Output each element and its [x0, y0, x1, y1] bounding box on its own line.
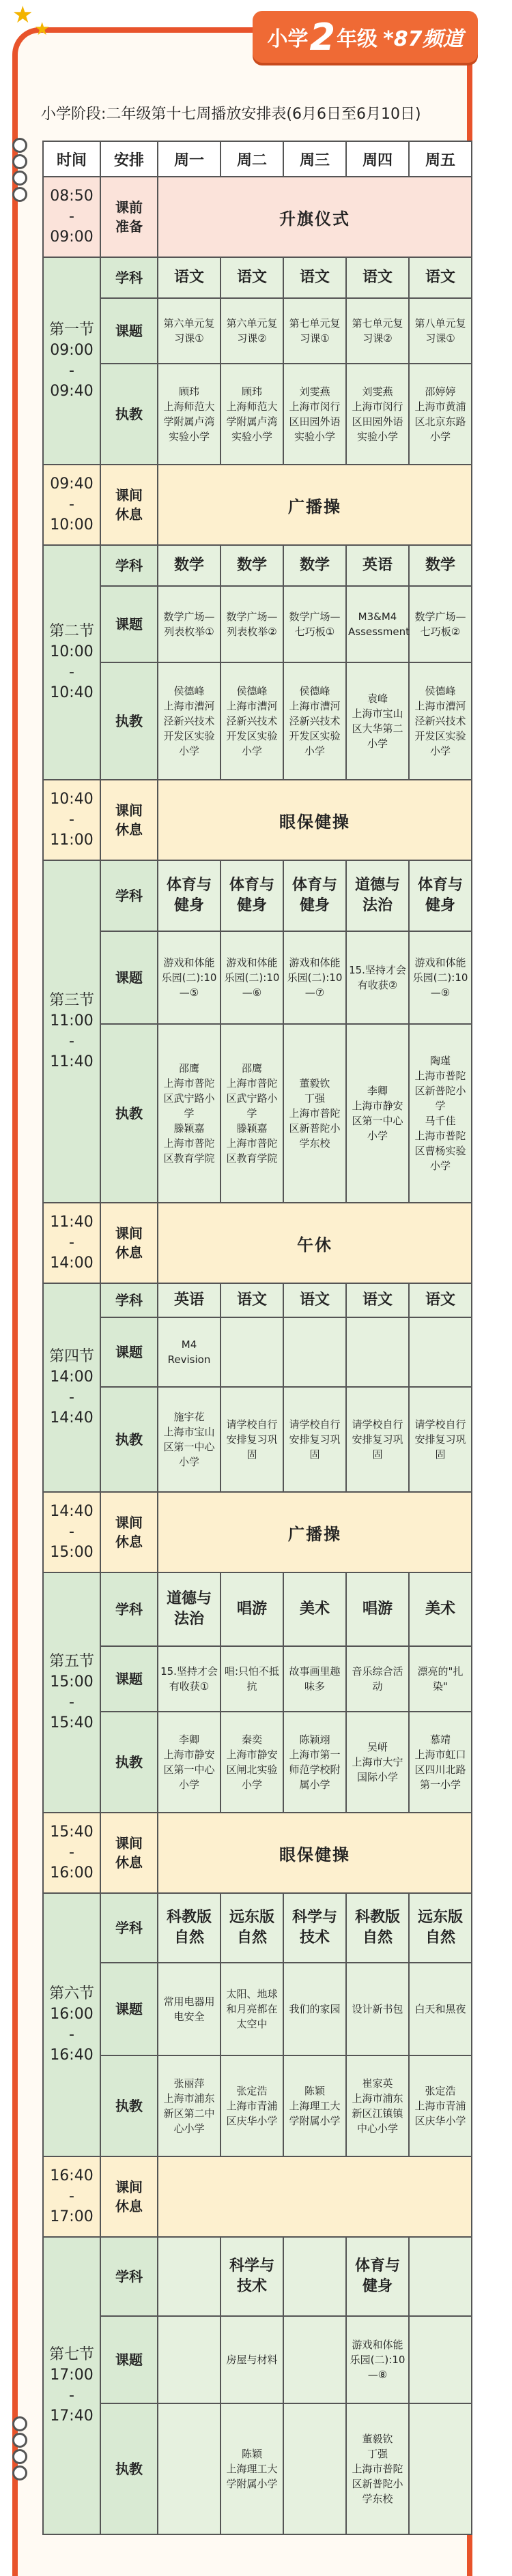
teacher-cell: 顾玮 上海师范大学附属卢湾实验小学	[158, 364, 221, 465]
subject-cell: 语文	[346, 257, 409, 298]
schedule-subtitle: 小学阶段:二年级第十七周播放安排表(6月6日至6月10日)	[41, 106, 421, 123]
event-cell: 眼保健操	[158, 780, 472, 860]
event-cell: 广播操	[158, 465, 472, 545]
row-label-cell: 学科	[100, 1572, 158, 1646]
stars-decoration	[7, 0, 68, 61]
teacher-cell: 刘雯燕 上海市闵行区田园外语实验小学	[346, 364, 409, 465]
lesson-row	[43, 1024, 472, 1203]
teacher-cell: 董毅钦 丁强 上海市普陀区新普陀小学东校	[346, 2403, 409, 2534]
teacher-cell: 吴岍 上海市大宁国际小学	[346, 1712, 409, 1813]
row-label-cell: 学科	[100, 257, 158, 298]
grade-prefix: 小学	[267, 27, 309, 51]
row-label-cell: 执教	[100, 1712, 158, 1813]
arrange-cell: 课间 休息	[100, 1203, 158, 1283]
col-fri: 周五	[409, 141, 472, 177]
topic-cell: 数学广场—列表枚举①	[158, 586, 221, 662]
time-cell: 15:40 - 16:00	[43, 1813, 100, 1893]
arrange-cell: 课间 休息	[100, 780, 158, 860]
event-cell: 升旗仪式	[158, 177, 472, 257]
topic-cell: 我们的家园	[283, 1963, 346, 2055]
teacher-cell: 邵婷婷 上海市黄浦区北京东路小学	[409, 364, 472, 465]
subject-cell	[409, 2237, 472, 2316]
topic-cell: 第七单元复习课①	[283, 298, 346, 364]
subject-cell: 语文	[221, 1283, 283, 1317]
teacher-cell: 董毅钦 丁强 上海市普陀区新普陀小学东校	[283, 1024, 346, 1203]
lesson-row	[43, 2237, 472, 2316]
teacher-cell: 陶瑾 上海市普陀区新普陀小学 马千佳 上海市普陀区曹杨实验小学	[409, 1024, 472, 1203]
subject-cell: 道德与法治	[346, 860, 409, 931]
topic-cell: 漂亮的"扎染"	[409, 1646, 472, 1712]
row-label-cell: 课题	[100, 1317, 158, 1387]
lesson-row	[43, 586, 472, 662]
topic-cell	[409, 2316, 472, 2403]
subject-cell: 道德与法治	[158, 1572, 221, 1646]
lesson-row	[43, 662, 472, 780]
break-row	[43, 465, 472, 545]
topic-cell: 数学广场—七巧板②	[409, 586, 472, 662]
lesson-row	[43, 1317, 472, 1387]
subject-cell: 科教版自然	[346, 1893, 409, 1963]
topic-cell	[409, 1317, 472, 1387]
topic-cell: 15.坚持才会有收获①	[158, 1646, 221, 1712]
binder-rings-bottom	[12, 2415, 26, 2482]
arrange-cell: 课间 休息	[100, 1813, 158, 1893]
row-label-cell: 课题	[100, 586, 158, 662]
subject-cell: 英语	[346, 545, 409, 586]
subject-cell: 英语	[158, 1283, 221, 1317]
teacher-cell	[409, 2403, 472, 2534]
header-row	[43, 141, 472, 177]
time-cell: 10:40 - 11:00	[43, 780, 100, 860]
period-time-cell: 第四节 14:00 - 14:40	[43, 1283, 100, 1492]
topic-cell	[346, 1317, 409, 1387]
topic-cell: 游戏和体能乐园(二):10—⑥	[221, 931, 283, 1024]
star-icon: ★	[34, 19, 51, 40]
subject-cell: 数学	[283, 545, 346, 586]
subject-cell: 语文	[409, 257, 472, 298]
topic-cell	[283, 1317, 346, 1387]
lesson-row	[43, 364, 472, 465]
subject-cell: 体育与健身	[158, 860, 221, 931]
topic-cell: 游戏和体能乐园(二):10—⑨	[409, 931, 472, 1024]
subject-cell: 唱游	[221, 1572, 283, 1646]
period-time-cell: 第一节 09:00 - 09:40	[43, 257, 100, 465]
teacher-cell: 侯德峰 上海市漕河泾新兴技术开发区实验小学	[409, 662, 472, 780]
time-cell: 16:40 - 17:00	[43, 2156, 100, 2237]
teacher-cell: 陈颖翊 上海市第一师范学校附属小学	[283, 1712, 346, 1813]
col-mon: 周一	[158, 141, 221, 177]
subject-cell: 语文	[158, 257, 221, 298]
row-label-cell: 学科	[100, 860, 158, 931]
subject-cell: 体育与健身	[283, 860, 346, 931]
time-cell: 09:40 - 10:00	[43, 465, 100, 545]
subject-cell: 语文	[283, 257, 346, 298]
topic-cell: 15.坚持才会有收获②	[346, 931, 409, 1024]
teacher-cell: 慕靖 上海市虹口区四川北路第一小学	[409, 1712, 472, 1813]
lesson-row	[43, 1283, 472, 1317]
time-cell: 14:40 - 15:00	[43, 1492, 100, 1572]
row-label-cell: 课题	[100, 2316, 158, 2403]
topic-cell	[221, 1317, 283, 1387]
subject-cell: 唱游	[346, 1572, 409, 1646]
lesson-row	[43, 2316, 472, 2403]
subject-cell: 数学	[409, 545, 472, 586]
subject-cell	[158, 2237, 221, 2316]
teacher-cell: 请学校自行安排复习巩固	[346, 1387, 409, 1492]
subject-cell	[283, 2237, 346, 2316]
teacher-cell	[283, 2403, 346, 2534]
arrange-cell: 课间 休息	[100, 2156, 158, 2237]
event-cell: 午休	[158, 1203, 472, 1283]
topic-cell: 数学广场—列表枚举②	[221, 586, 283, 662]
lesson-row	[43, 545, 472, 586]
teacher-cell: 张定浩 上海市青浦区庆华小学	[221, 2055, 283, 2156]
lesson-row	[43, 860, 472, 931]
topic-cell	[283, 2316, 346, 2403]
schedule-table	[42, 141, 472, 2535]
row-label-cell: 执教	[100, 364, 158, 465]
arrange-cell: 课前 准备	[100, 177, 158, 257]
lesson-row	[43, 1712, 472, 1813]
star-icon: ★	[12, 1, 33, 29]
subject-cell: 数学	[158, 545, 221, 586]
teacher-cell: 陈颖 上海理工大学附属小学	[283, 2055, 346, 2156]
topic-cell: 第八单元复习课①	[409, 298, 472, 364]
channel-label: *87频道	[383, 27, 464, 51]
topic-cell: 故事画里趣味多	[283, 1646, 346, 1712]
arrange-cell: 课间 休息	[100, 1492, 158, 1572]
subject-cell: 体育与健身	[409, 860, 472, 931]
col-time: 时间	[43, 141, 100, 177]
topic-cell: 第六单元复习课①	[158, 298, 221, 364]
arrange-cell: 课间 休息	[100, 465, 158, 545]
period-time-cell: 第二节 10:00 - 10:40	[43, 545, 100, 780]
teacher-cell: 张定浩 上海市青浦区庆华小学	[409, 2055, 472, 2156]
lesson-row	[43, 298, 472, 364]
subject-cell: 语文	[346, 1283, 409, 1317]
col-thu: 周四	[346, 141, 409, 177]
break-row	[43, 780, 472, 860]
topic-cell: 太阳、地球和月亮都在太空中	[221, 1963, 283, 2055]
teacher-cell: 侯德峰 上海市漕河泾新兴技术开发区实验小学	[221, 662, 283, 780]
teacher-cell: 袁峰 上海市宝山区大华第二小学	[346, 662, 409, 780]
teacher-cell: 秦奕 上海市静安区闸北实验小学	[221, 1712, 283, 1813]
lesson-row	[43, 257, 472, 298]
topic-cell	[158, 2316, 221, 2403]
row-label-cell: 学科	[100, 1893, 158, 1963]
grade-badge	[253, 11, 478, 63]
lesson-row	[43, 1387, 472, 1492]
subject-cell: 语文	[283, 1283, 346, 1317]
subject-cell: 远东版自然	[221, 1893, 283, 1963]
teacher-cell: 请学校自行安排复习巩固	[409, 1387, 472, 1492]
period-time-cell: 第三节 11:00 - 11:40	[43, 860, 100, 1203]
topic-cell: 房屋与材料	[221, 2316, 283, 2403]
topic-cell: M4 Revision	[158, 1317, 221, 1387]
teacher-cell: 请学校自行安排复习巩固	[283, 1387, 346, 1492]
subject-cell: 科学与技术	[221, 2237, 283, 2316]
topic-cell: 唱:只怕不抵抗	[221, 1646, 283, 1712]
teacher-cell: 邵鹰 上海市普陀区武宁路小学 滕颖嘉 上海市普陀区教育学院	[158, 1024, 221, 1203]
col-tue: 周二	[221, 141, 283, 177]
subject-cell: 美术	[409, 1572, 472, 1646]
period-time-cell: 第六节 16:00 - 16:40	[43, 1893, 100, 2156]
subject-cell: 远东版自然	[409, 1893, 472, 1963]
period-time-cell: 第五节 15:00 - 15:40	[43, 1572, 100, 1813]
teacher-cell: 张丽萍 上海市浦东新区第二中心小学	[158, 2055, 221, 2156]
row-label-cell: 执教	[100, 662, 158, 780]
event-cell: 眼保健操	[158, 1813, 472, 1893]
break-row	[43, 177, 472, 257]
lesson-row	[43, 1572, 472, 1646]
row-label-cell: 执教	[100, 2055, 158, 2156]
lesson-row	[43, 1963, 472, 2055]
time-cell: 08:50 - 09:00	[43, 177, 100, 257]
lesson-row	[43, 2055, 472, 2156]
teacher-cell: 侯德峰 上海市漕河泾新兴技术开发区实验小学	[283, 662, 346, 780]
teacher-cell: 邵鹰 上海市普陀区武宁路小学 滕颖嘉 上海市普陀区教育学院	[221, 1024, 283, 1203]
teacher-cell: 李卿 上海市静安区第一中心小学	[346, 1024, 409, 1203]
teacher-cell: 李卿 上海市静安区第一中心小学	[158, 1712, 221, 1813]
break-row	[43, 1813, 472, 1893]
row-label-cell: 课题	[100, 931, 158, 1024]
subject-cell: 语文	[221, 257, 283, 298]
teacher-cell: 崔家英 上海市浦东新区江镇镇中心小学	[346, 2055, 409, 2156]
lesson-row	[43, 1646, 472, 1712]
topic-cell: 音乐综合活动	[346, 1646, 409, 1712]
col-arrange: 安排	[100, 141, 158, 177]
topic-cell: 设计新书包	[346, 1963, 409, 2055]
break-row	[43, 1492, 472, 1572]
topic-cell: 第六单元复习课②	[221, 298, 283, 364]
subject-cell: 美术	[283, 1572, 346, 1646]
topic-cell: 常用电器用电安全	[158, 1963, 221, 2055]
teacher-cell: 陈颖 上海理工大学附属小学	[221, 2403, 283, 2534]
teacher-cell: 刘雯燕 上海市闵行区田园外语实验小学	[283, 364, 346, 465]
time-cell: 11:40 - 14:00	[43, 1203, 100, 1283]
break-row	[43, 2156, 472, 2237]
row-label-cell: 学科	[100, 545, 158, 586]
subject-cell: 科教版自然	[158, 1893, 221, 1963]
row-label-cell: 执教	[100, 2403, 158, 2534]
subject-cell: 数学	[221, 545, 283, 586]
topic-cell: 游戏和体能乐园(二):10—⑧	[346, 2316, 409, 2403]
subject-cell: 语文	[409, 1283, 472, 1317]
grade-number: 2	[309, 15, 336, 59]
event-cell	[158, 2156, 472, 2237]
row-label-cell: 课题	[100, 1646, 158, 1712]
row-label-cell: 学科	[100, 2237, 158, 2316]
lesson-row	[43, 2403, 472, 2534]
event-cell: 广播操	[158, 1492, 472, 1572]
row-label-cell: 课题	[100, 1963, 158, 2055]
subject-cell: 科学与技术	[283, 1893, 346, 1963]
topic-cell: 第七单元复习课②	[346, 298, 409, 364]
period-time-cell: 第七节 17:00 - 17:40	[43, 2237, 100, 2534]
teacher-cell: 侯德峰 上海市漕河泾新兴技术开发区实验小学	[158, 662, 221, 780]
break-row	[43, 1203, 472, 1283]
binder-rings-top	[12, 136, 26, 203]
row-label-cell: 执教	[100, 1024, 158, 1203]
topic-cell: 白天和黑夜	[409, 1963, 472, 2055]
topic-cell: 游戏和体能乐园(二):10—⑦	[283, 931, 346, 1024]
teacher-cell: 施宇花 上海市宝山区第一中心小学	[158, 1387, 221, 1492]
teacher-cell: 顾玮 上海师范大学附属卢湾实验小学	[221, 364, 283, 465]
lesson-row	[43, 1893, 472, 1963]
topic-cell: M3&M4 Assessment	[346, 586, 409, 662]
teacher-cell	[158, 2403, 221, 2534]
subject-cell: 体育与健身	[221, 860, 283, 931]
topic-cell: 游戏和体能乐园(二):10—⑤	[158, 931, 221, 1024]
teacher-cell: 请学校自行安排复习巩固	[221, 1387, 283, 1492]
row-label-cell: 课题	[100, 298, 158, 364]
col-wed: 周三	[283, 141, 346, 177]
topic-cell: 数学广场—七巧板①	[283, 586, 346, 662]
subject-cell: 体育与健身	[346, 2237, 409, 2316]
row-label-cell: 学科	[100, 1283, 158, 1317]
row-label-cell: 执教	[100, 1387, 158, 1492]
grade-suffix: 年级	[337, 27, 378, 51]
lesson-row	[43, 931, 472, 1024]
